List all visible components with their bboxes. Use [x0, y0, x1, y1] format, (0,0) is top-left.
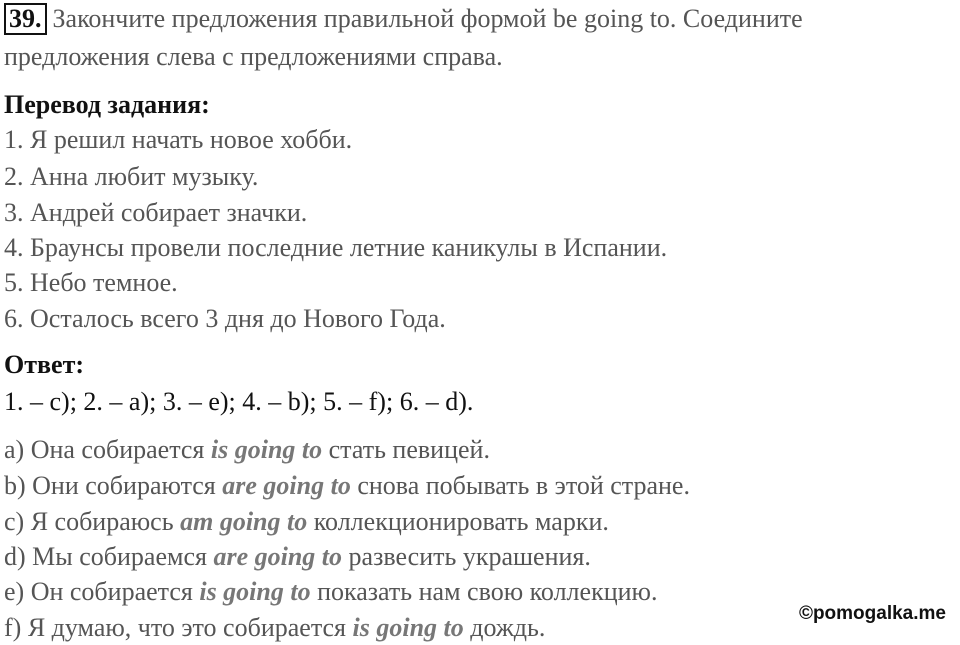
sentence-post: коллекционировать марки. — [307, 507, 609, 536]
sentence-post: показать нам свою коллекцию. — [310, 577, 658, 606]
sentence-em: are going to — [222, 471, 351, 500]
task-text-1: Закончите предложения правильной формой be going to. Соедините — [52, 4, 803, 33]
sentence-em: am going to — [180, 507, 308, 536]
task-number: 39. — [4, 3, 47, 35]
sentence-pre: c) Я собираюсь — [4, 507, 181, 536]
task-text-2: предложения слева с предложениями справа. — [4, 42, 503, 71]
answer-sentence-d — [4, 540, 591, 574]
answer-sentence-b — [4, 469, 690, 503]
sentence-em: is going to — [352, 613, 464, 642]
task-line-1 — [4, 2, 803, 36]
sentence-pre: e) Он собирается — [4, 577, 200, 606]
sentence-pre: d) Мы собираемся — [4, 542, 214, 571]
answer-sentence-f — [4, 611, 545, 645]
answer-sentence-e — [4, 575, 657, 609]
task-line-2 — [4, 40, 503, 74]
translation-item: 2. Анна любит музыку. — [4, 162, 259, 191]
answer-text: 1. – c); 2. – a); 3. – e); 4. – b); 5. – f); 6. – d). — [4, 387, 474, 416]
sentence-pre: a) Она собирается — [4, 435, 211, 464]
watermark: ©pomogalka.me — [798, 603, 946, 624]
translation-item: 3. Андрей собирает значки. — [4, 198, 308, 227]
translation-item: 1. Я решил начать новое хобби. — [4, 125, 353, 154]
sentence-em: are going to — [213, 542, 343, 571]
sentence-post: снова побывать в этой стране. — [350, 471, 690, 500]
translation-item: 5. Небо темное. — [4, 268, 178, 297]
answer-heading: Ответ: — [4, 350, 85, 379]
sentence-pre: f) Я думаю, что это собирается — [4, 613, 353, 642]
sentence-em: is going to — [210, 435, 323, 464]
answer-sentence-c — [4, 505, 609, 539]
translation-item: 4. Браунсы провели последние летние каникулы в Испании. — [4, 233, 668, 262]
sentence-pre: b) Они собираются — [4, 471, 223, 500]
sentence-em: is going to — [199, 577, 311, 606]
sentence-post: стать певицей. — [322, 435, 490, 464]
sentence-post: развесить украшения. — [342, 542, 591, 571]
sentence-post: дождь. — [463, 613, 546, 642]
translation-heading: Перевод задания: — [4, 90, 210, 119]
answer-sentence-a — [4, 433, 490, 467]
translation-item: 6. Осталось всего 3 дня до Нового Года. — [4, 304, 446, 333]
